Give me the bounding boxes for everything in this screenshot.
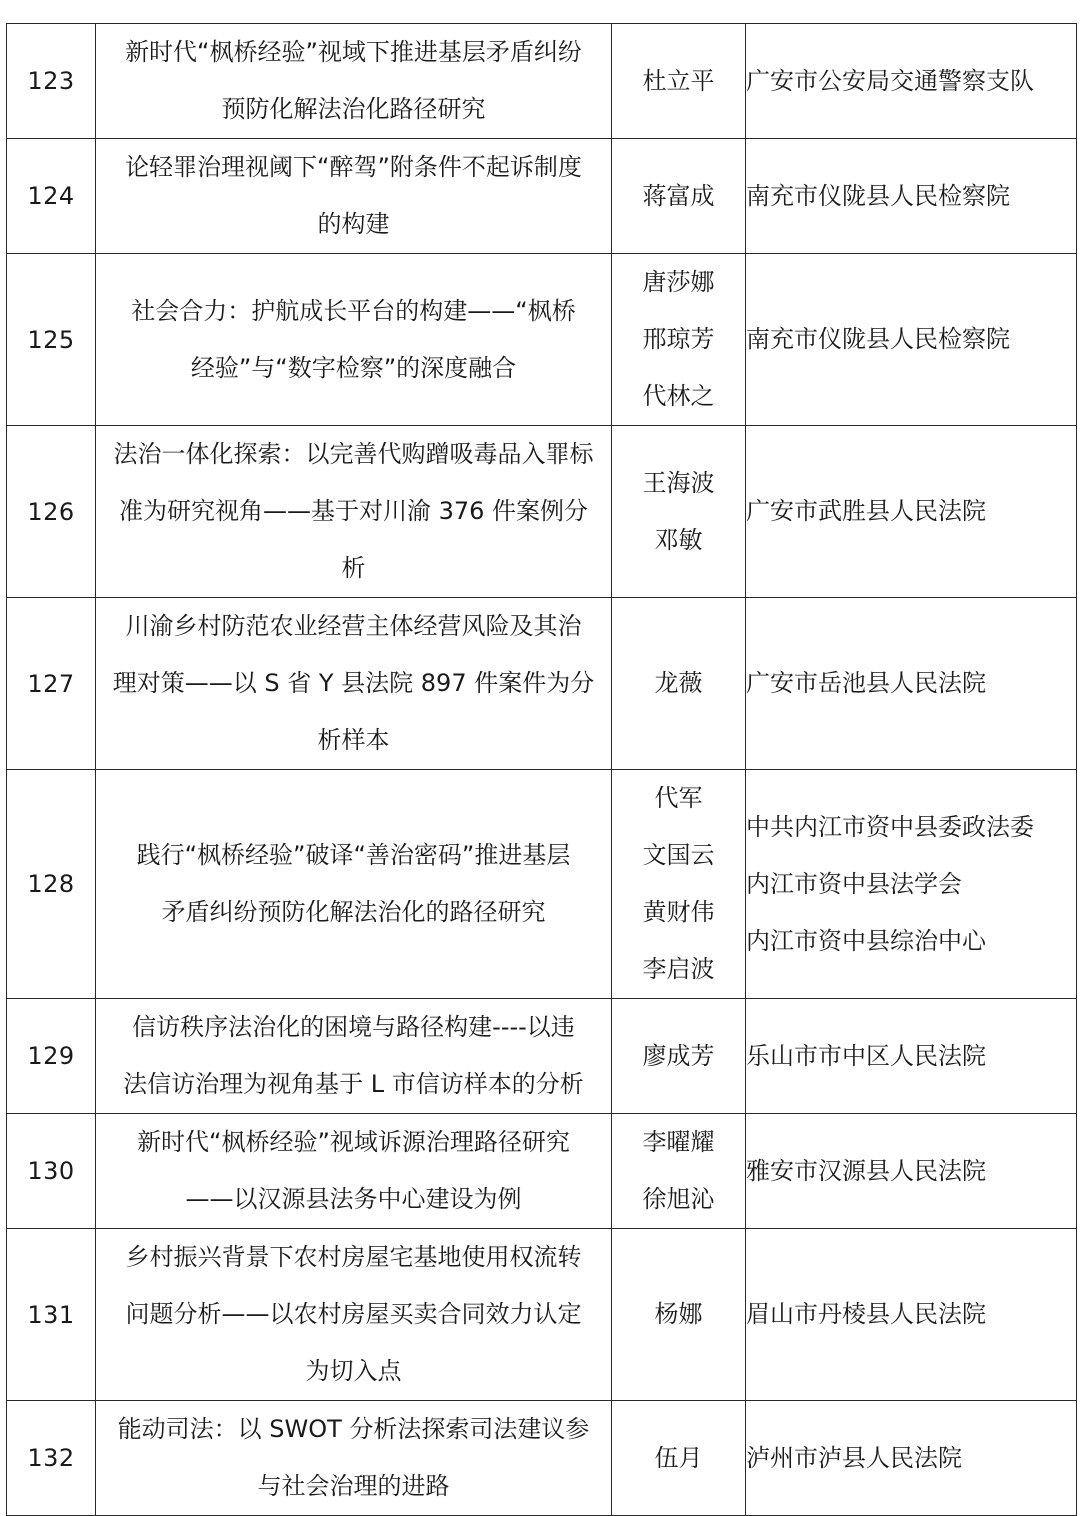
paper-title-cell [96, 139, 612, 254]
paper-title-line: 经验”与“数字检察”的深度融合 [190, 353, 517, 382]
author-cell [612, 254, 746, 426]
organization-name: 中共内江市资中县委政法委 [746, 812, 1034, 841]
author-cell [612, 426, 746, 598]
organization-cell [746, 1114, 1077, 1229]
organization-cell [746, 770, 1077, 999]
author-cell [612, 1401, 746, 1516]
paper-title-line: 新时代“枫桥经验”视域诉源治理路径研究 [137, 1128, 570, 1156]
paper-title-line: 新时代“枫桥经验”视域下推进基层矛盾纠纷 [125, 38, 582, 66]
row-number: 128 [7, 770, 96, 999]
paper-title-line: 预防化解法治化路径研究 [221, 95, 486, 123]
paper-title-line: 法信访治理为视角基于 L 市信访样本的分析 [123, 1070, 584, 1098]
row-number: 123 [7, 24, 96, 139]
table-row [7, 999, 1077, 1114]
organization-name: 广安市岳池县人民法院 [746, 669, 986, 697]
table-row [7, 1401, 1077, 1516]
paper-title-line: 川渝乡村防范农业经营主体经营风险及其治 [125, 612, 582, 640]
table-row [7, 1114, 1077, 1229]
row-number: 127 [7, 598, 96, 770]
paper-title-line: 准为研究视角——基于对川渝 376 件案例分 [118, 497, 589, 525]
author-cell [612, 598, 746, 770]
paper-title-line: 乡村振兴背景下农村房屋宅基地使用权流转 [125, 1243, 582, 1271]
author-name: 伍月 [654, 1443, 703, 1472]
table-row [7, 139, 1077, 254]
paper-title-cell [96, 770, 612, 999]
paper-title-line: 矛盾纠纷预防化解法治化的路径研究 [161, 898, 546, 926]
row-number: 129 [7, 999, 96, 1114]
row-number: 126 [7, 426, 96, 598]
paper-title-line: 能动司法：以 SWOT 分析法探索司法建议参 [117, 1415, 590, 1443]
row-number: 125 [7, 254, 96, 426]
author-name: 杜立平 [642, 66, 715, 95]
table-row [7, 1229, 1077, 1401]
author-cell [612, 770, 746, 999]
awards-table [6, 23, 1077, 1516]
table-row [7, 770, 1077, 999]
paper-title-line: 信访秩序法治化的困境与路径构建----以违 [132, 1013, 575, 1041]
organization-cell [746, 999, 1077, 1114]
author-name: 黄财伟 [642, 898, 715, 926]
paper-title-line: 与社会治理的进路 [257, 1472, 450, 1500]
paper-title-cell [96, 1229, 612, 1401]
table-body [7, 24, 1077, 1516]
author-name: 李启波 [642, 955, 715, 983]
row-number: 132 [7, 1401, 96, 1516]
paper-title-cell [96, 426, 612, 598]
organization-name: 内江市资中县法学会 [746, 869, 962, 898]
organization-name: 内江市资中县综治中心 [746, 926, 986, 955]
paper-title-cell [96, 598, 612, 770]
paper-title-line: 理对策——以 S 省 Y 县法院 897 件案件为分 [112, 669, 595, 697]
organization-cell [746, 598, 1077, 770]
organization-name: 南充市仪陇县人民检察院 [746, 325, 1010, 353]
author-name: 王海波 [642, 468, 715, 497]
author-cell [612, 24, 746, 139]
paper-title-line: 析样本 [317, 726, 390, 754]
organization-cell [746, 1229, 1077, 1401]
paper-title-line: 为切入点 [305, 1357, 402, 1385]
paper-title-line: 法治一体化探索：以完善代购蹭吸毒品入罪标 [113, 440, 594, 468]
organization-cell [746, 254, 1077, 426]
paper-title-line: ——以汉源县法务中心建设为例 [185, 1185, 522, 1213]
row-number: 124 [7, 139, 96, 254]
paper-title-line: 论轻罪治理视阈下“醉驾”附条件不起诉制度 [125, 153, 582, 181]
author-name: 代林之 [642, 382, 715, 410]
paper-title-cell [96, 1401, 612, 1516]
author-name: 李曜耀 [642, 1128, 715, 1156]
author-cell [612, 1114, 746, 1229]
author-name: 邢琼芳 [642, 325, 715, 353]
author-name: 代军 [654, 784, 703, 812]
organization-name: 广安市武胜县人民法院 [746, 497, 986, 525]
author-name: 廖成芳 [642, 1041, 715, 1070]
organization-name: 眉山市丹棱县人民法院 [746, 1300, 986, 1328]
author-cell [612, 1229, 746, 1401]
organization-cell [746, 24, 1077, 139]
organization-name: 乐山市市中区人民法院 [746, 1041, 986, 1070]
organization-cell [746, 1401, 1077, 1516]
paper-title-cell [96, 24, 612, 139]
paper-title-line: 问题分析——以农村房屋买卖合同效力认定 [125, 1300, 582, 1328]
organization-name: 南充市仪陇县人民检察院 [746, 181, 1010, 210]
paper-title-line: 践行“枫桥经验”破译“善治密码”推进基层 [136, 841, 571, 869]
paper-title-line: 析 [341, 554, 366, 582]
paper-title-cell [96, 1114, 612, 1229]
row-number: 130 [7, 1114, 96, 1229]
author-name: 文国云 [642, 841, 715, 869]
paper-title-cell [96, 999, 612, 1114]
table-row [7, 254, 1077, 426]
author-name: 龙薇 [654, 669, 703, 697]
author-cell [612, 139, 746, 254]
table-row [7, 24, 1077, 139]
author-name: 杨娜 [654, 1300, 703, 1328]
row-number: 131 [7, 1229, 96, 1401]
author-cell [612, 999, 746, 1114]
table-row [7, 426, 1077, 598]
author-name: 唐莎娜 [642, 268, 715, 296]
paper-title-line: 社会合力：护航成长平台的构建——“枫桥 [131, 296, 576, 325]
paper-title-cell [96, 254, 612, 426]
organization-name: 泸州市泸县人民法院 [746, 1443, 962, 1472]
author-name: 邓敏 [654, 525, 703, 554]
organization-cell [746, 426, 1077, 598]
table-row [7, 598, 1077, 770]
paper-title-line: 的构建 [317, 210, 390, 238]
organization-name: 广安市公安局交通警察支队 [746, 66, 1034, 95]
organization-name: 雅安市汉源县人民法院 [746, 1156, 986, 1185]
author-name: 徐旭沁 [642, 1185, 715, 1213]
author-name: 蒋富成 [642, 181, 715, 210]
organization-cell [746, 139, 1077, 254]
